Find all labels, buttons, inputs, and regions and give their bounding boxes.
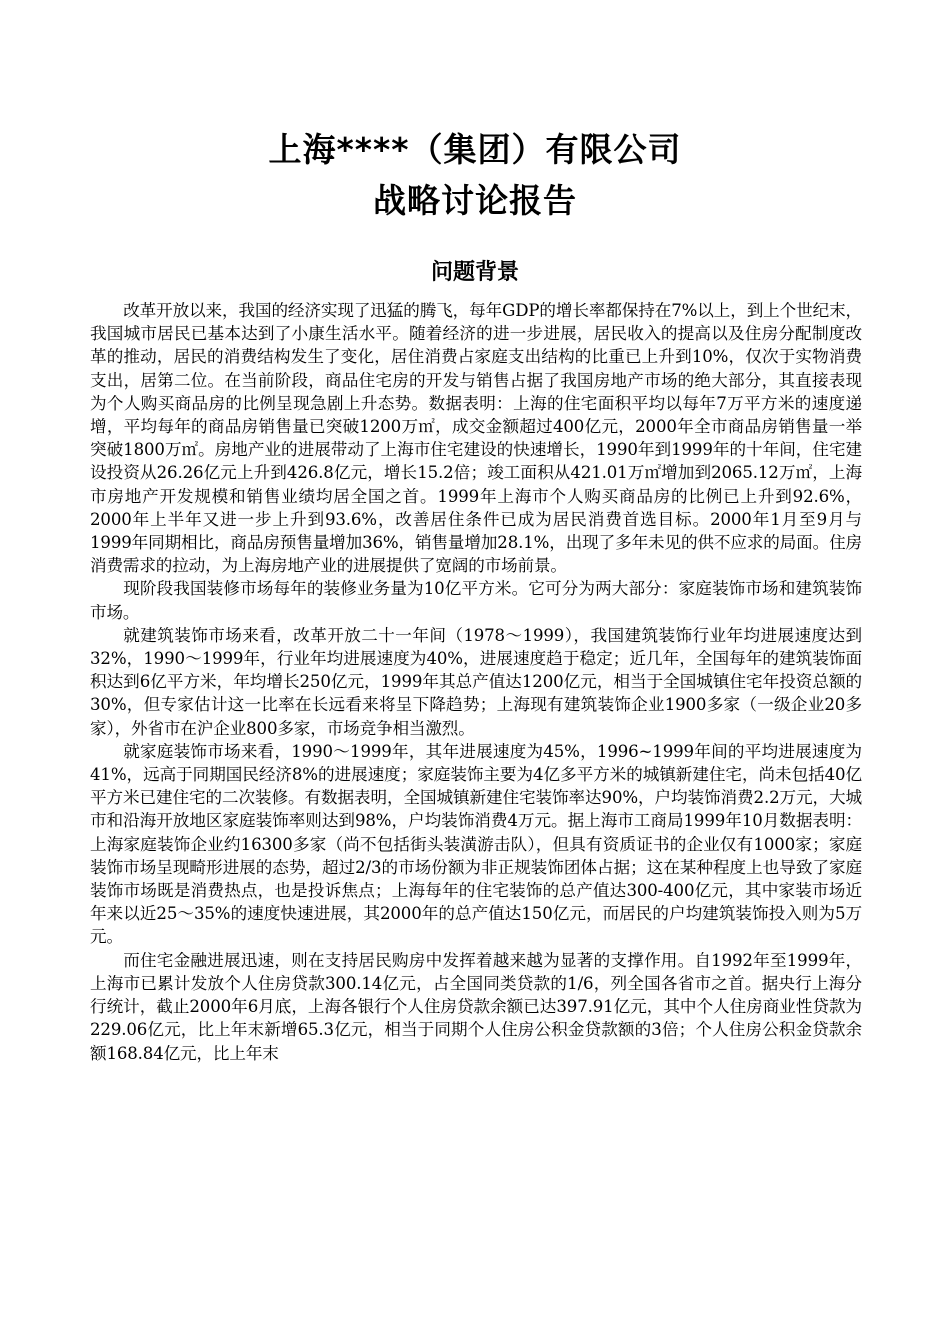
paragraph-housing-finance: 而住宅金融进展迅速，则在支持居民购房中发挥着越来越为显著的支撑作用。自1992年至1999年，上海市已累计发放个人住房贷款300.14亿元，占全国同类贷款的1/6，列全国各省市之首。据央行上海分行统计，截止2000年6月底，上海各银行个人住房贷款余额已达397.91亿元，其中个人住房商业性贷款为229.06亿元，比上年末新增65.3亿元，相当于同期个人住房公积金贷款额的3倍；个人住房公积金贷款余额168.84亿元，比上年末 (90, 950, 862, 1063)
document-title-report: 战略讨论报告 (373, 181, 577, 220)
body-text (90, 299, 862, 1065)
section-heading: 问题背景 (430, 260, 519, 285)
paragraph-housing-market: 改革开放以来，我国的经济实现了迅猛的腾飞，每年GDP的增长率都保持在7%以上，到上个世纪末，我国城市居民已基本达到了小康生活水平。随着经济的进一步进展，居民收入的提高以及住房分配制度改革的推动，居民的消费结构发生了变化，居住消费占家庭支出结构的比重已上升到10%，仅次于实物消费支出，居第二位。在当前阶段，商品住宅房的开发与销售占据了我国房地产市场的绝大部分，其直接表现为个人购买商品房的比例呈现急剧上升态势。数据表明：上海的住宅面积平均以每年7万平方米的速度递增，平均每年的商品房销售量已突破1200万㎡，成交金额超过400亿元，2000年全市商品房销售量一举突破1800万㎡。房地产业的进展带动了上海市住宅建设的快速增长，1990年到1999年的十年间，住宅建设投资从26.26亿元上升到426.8亿元，增长15.2倍；竣工面积从421.01万㎡增加到2065.12万㎡，上海市房地产开发规模和销售业绩均居全国之首。1999年上海市个人购买商品房的比例已上升到92.6%，2000年上半年又进一步上升到93.6%，改善居住条件已成为居民消费首选目标。2000年1月至9月与1999年同期相比，商品房预售量增加36%，销售量增加28.1%，出现了多年未见的供不应求的局面。住房消费需求的拉动，为上海房地产业的进展提供了宽阔的市场前景。 (90, 301, 862, 576)
paragraph-decoration-overview: 现阶段我国装修市场每年的装修业务量为10亿平方米。它可分为两大部分：家庭装饰市场和建筑装饰市场。 (90, 579, 862, 622)
document-title-company: 上海****（集团）有限公司 (268, 130, 682, 169)
paragraph-home-decoration: 就家庭装饰市场来看，1990～1999年，其年进展速度为45%，1996~1999年间的平均进展速度为41%，远高于同期国民经济8%的进展速度；家庭装饰主要为4亿多平方米的城镇新建住宅，尚未包括40亿平方米已建住宅的二次装修。有数据表明，全国城镇新建住宅装饰率达90%，户均装饰消费2.2万元，大城市和沿海开放地区家庭装饰率则达到98%，户均装饰消费4万元。据上海市工商局1999年10月数据表明：上海家庭装饰企业约16300多家（尚不包括街头装潢游击队），但具有资质证书的企业仅有1000家；家庭装饰市场呈现畸形进展的态势，超过2/3的市场份额为非正规装饰团体占据；这在某种程度上也导致了家庭装饰市场既是消费热点，也是投诉焦点；上海每年的住宅装饰的总产值达300-400亿元，其中家装市场近年来以近25～35%的速度快速进展，其2000年的总产值达150亿元，而居民的户均建筑装饰投入则为5万元。 (90, 741, 862, 947)
paragraph-building-decoration: 就建筑装饰市场来看，改革开放二十一年间（1978～1999），我国建筑装饰行业年均进展速度达到32%，1990～1999年，行业年均进展速度为40%，进展速度趋于稳定；近几年，全国每年的建筑装饰面积达到6亿平方米，年均增长250亿元，1999年其总产值达1200亿元，相当于全国城镇住宅年投资总额的30%，但专家估计这一比率在长远看来将呈下降趋势；上海现有建筑装饰企业1900多家（一级企业20多家），外省市在沪企业800多家，市场竞争相当激烈。 (90, 625, 862, 738)
